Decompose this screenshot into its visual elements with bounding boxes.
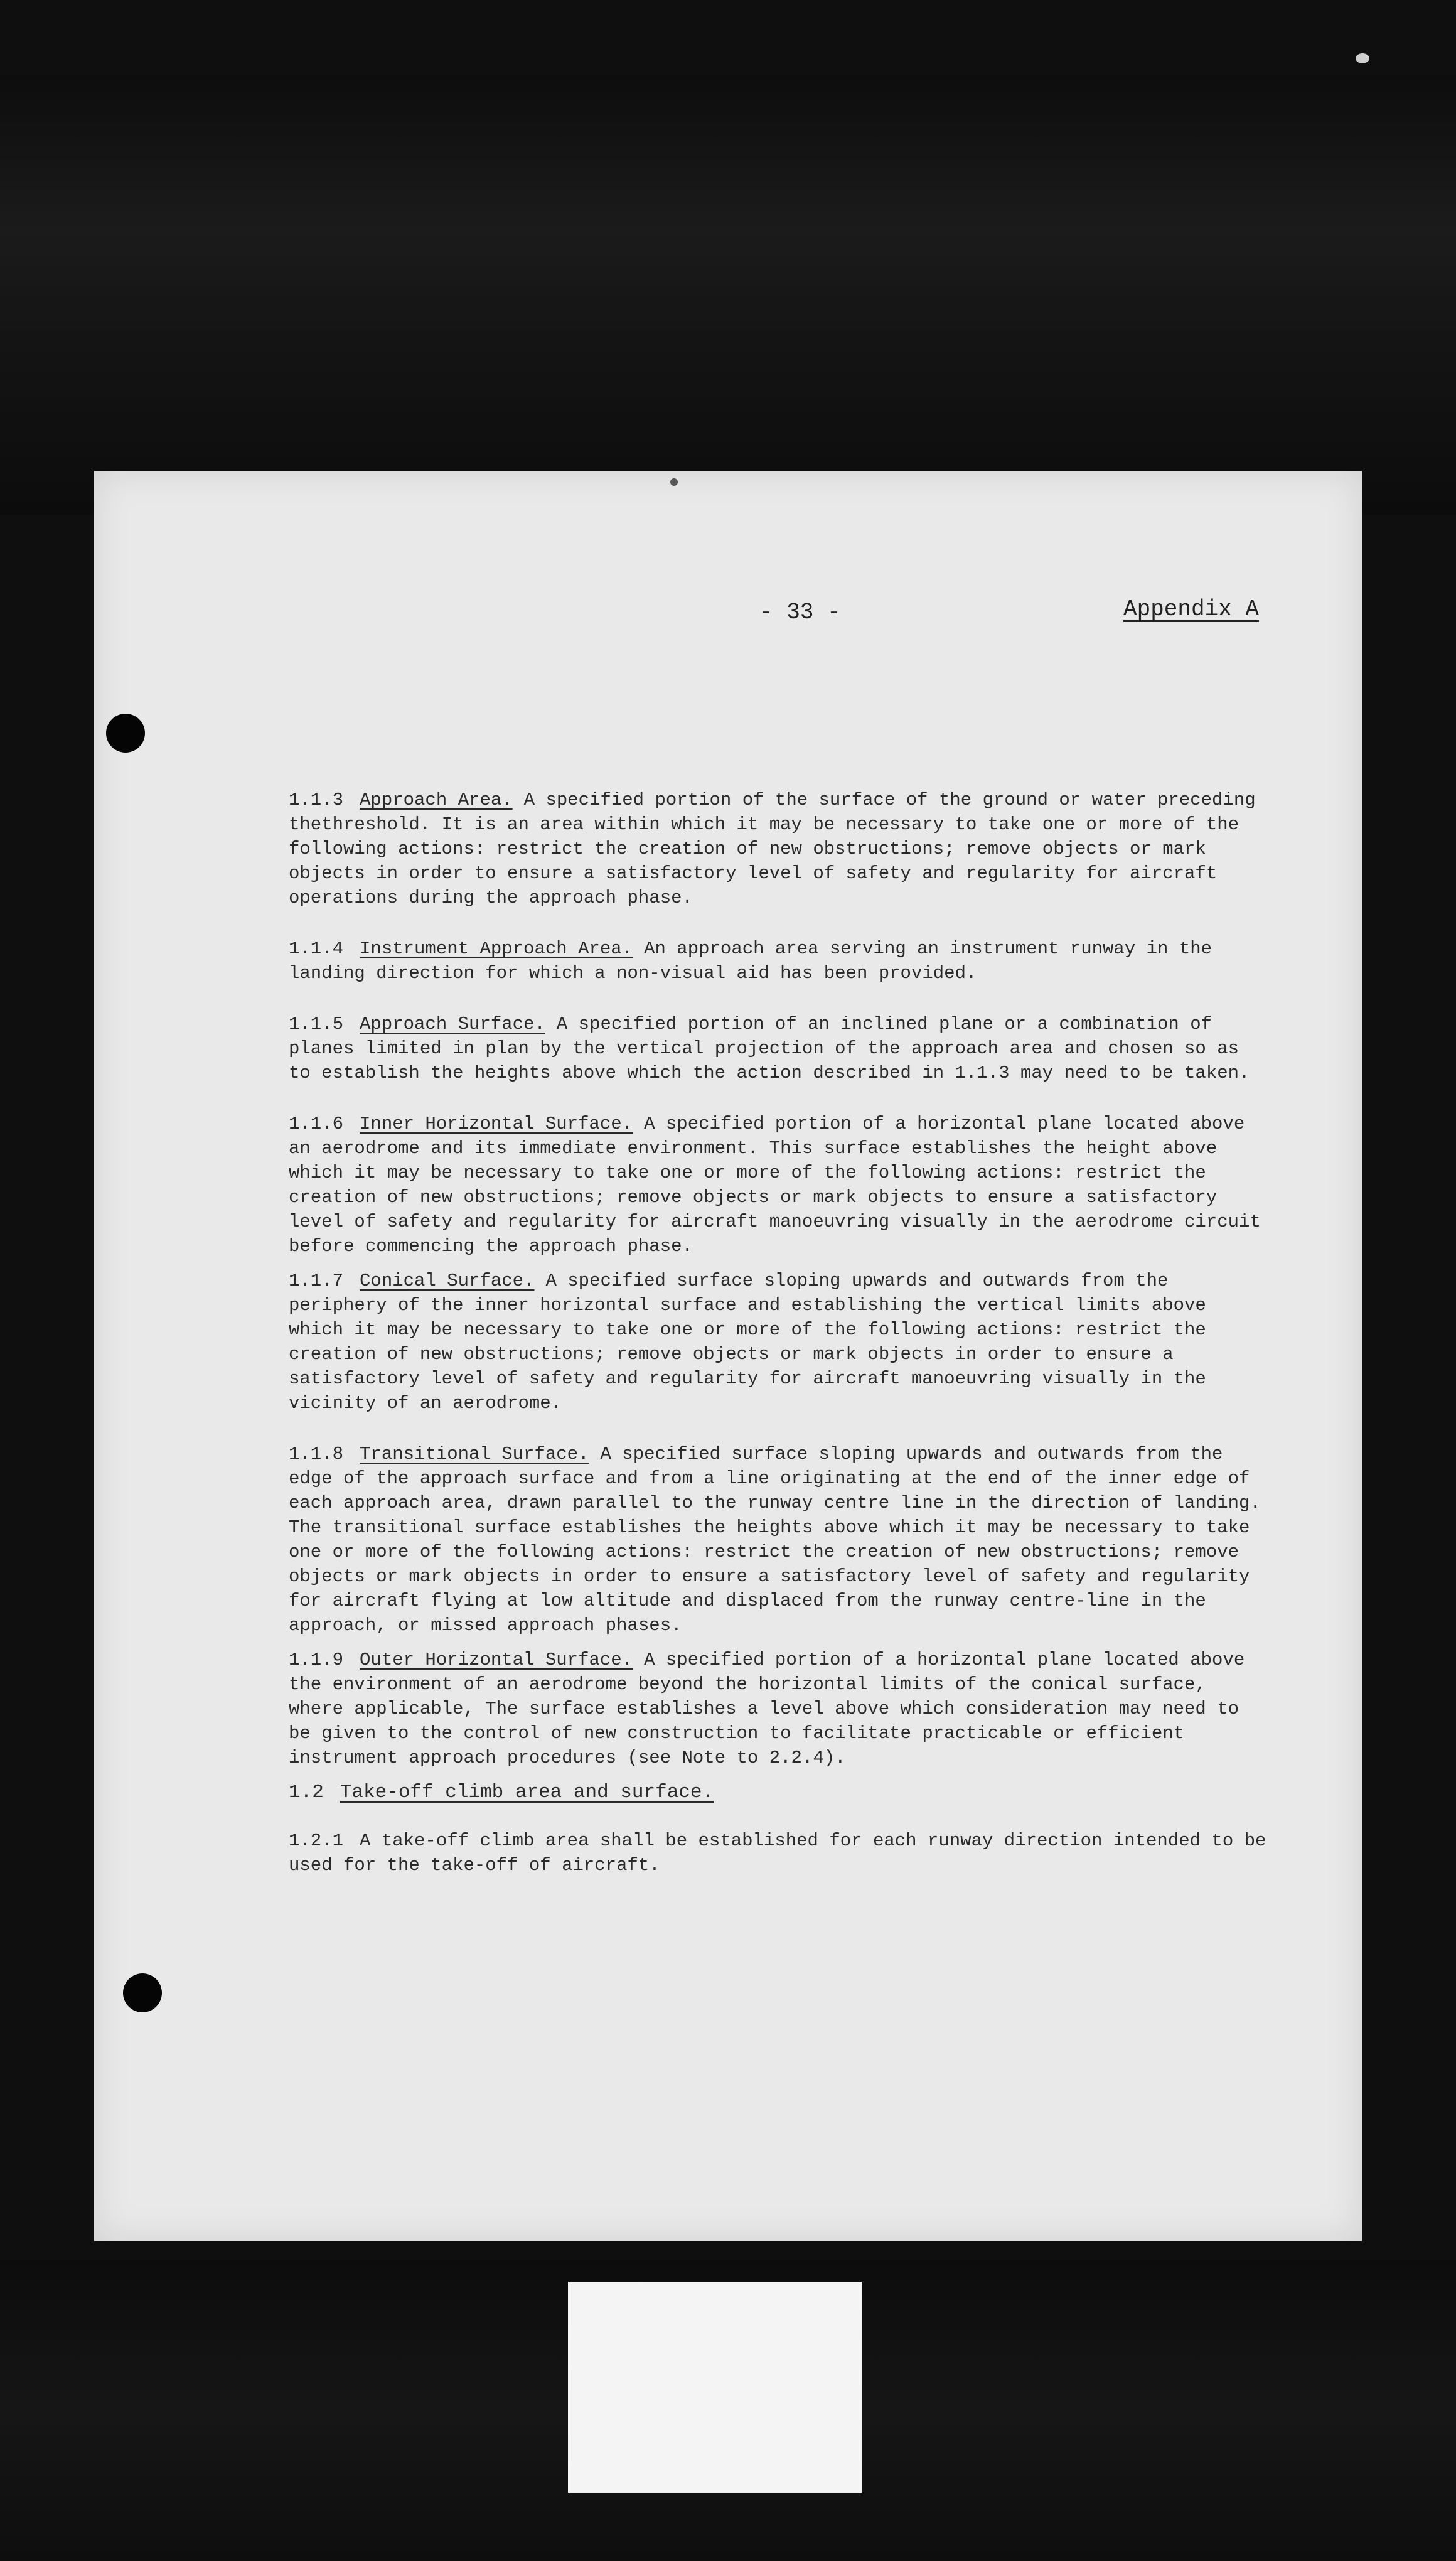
section-term: Approach Area.	[360, 790, 513, 810]
section-text: A specified portion of an inclined plane or a combination of planes limited in plan by the vertical projection of the approach area and chosen so as to establish the heights above which the action described in 1.1.3 may need to be taken.	[289, 1014, 1250, 1083]
heading-title: Take-off climb area and surface.	[340, 1781, 714, 1803]
film-speck	[1356, 53, 1369, 63]
section-number: 1.1.8	[289, 1444, 344, 1464]
definition-1-1-3	[289, 788, 1268, 910]
section-text: A specified portion of the surface of the ground or water preceding thethreshold. It is an area within which it may be necessary to take one or more of the following actions: restrict the creation of new obstructions; remove objects or mark objects in order to ensure a satisfactory level of safety and regularity for aircraft operations during the approach phase.	[289, 790, 1256, 908]
section-term: Conical Surface.	[360, 1270, 535, 1291]
section-number: 1.2.1	[289, 1830, 344, 1851]
punch-hole-bottom	[123, 1973, 162, 2012]
section-term: Outer Horizontal Surface.	[360, 1650, 633, 1670]
section-text: An approach area serving an instrument runway in the landing direction for which a non-visual aid has been provided.	[289, 938, 1212, 984]
section-term: Approach Surface.	[360, 1014, 545, 1034]
definition-1-1-4	[289, 937, 1268, 985]
appendix-label: Appendix A	[1123, 596, 1260, 622]
document-body	[289, 788, 1268, 1904]
definition-1-1-8	[289, 1442, 1268, 1638]
section-text: A specified surface sloping upwards and outwards from the periphery of the inner horizontal surface and establishing the vertical limits above which it may be necessary to take one or more of the following actions: restrict the creation of new obstructions; remove objects or mark objects in order to ensure a satisfactory level of safety and regularity for aircraft manoeuvring visually in the vicinity of an aerodrome.	[289, 1270, 1206, 1414]
section-term: Instrument Approach Area.	[360, 938, 633, 959]
definition-1-1-6	[289, 1112, 1268, 1259]
section-term: Inner Horizontal Surface.	[360, 1114, 633, 1134]
document-page	[94, 471, 1362, 2241]
section-text: A take-off climb area shall be established for each runway direction intended to be used for the take-off of aircraft.	[289, 1830, 1266, 1876]
definition-1-1-7	[289, 1269, 1268, 1415]
section-text: A specified surface sloping upwards and outwards from the edge of the approach surface and from a line originating at the end of the inner edge of each approach area, drawn parallel to the runway centre line in the direction of landing. The transitional surface establishes the heights above which it may be necessary to take one or more of the following actions: restrict the creation of new obstructions; remove objects or mark objects in order to ensure a satisfactory level of safety and regularity for aircraft flying at low altitude and displaced from the runway centre-line in the approach, or missed approach phases.	[289, 1444, 1261, 1636]
film-label-box	[568, 2282, 862, 2493]
section-number: 1.1.4	[289, 938, 344, 959]
definition-1-1-9	[289, 1648, 1268, 1770]
film-background-top	[0, 75, 1456, 515]
paragraph-1-2-1	[289, 1828, 1268, 1877]
page-speck	[670, 478, 678, 486]
section-number: 1.1.5	[289, 1014, 344, 1034]
section-number: 1.1.3	[289, 790, 344, 810]
heading-number: 1.2	[289, 1781, 324, 1803]
section-term: Transitional Surface.	[360, 1444, 589, 1464]
page-number: - 33 -	[759, 599, 841, 625]
punch-hole-top	[106, 714, 145, 753]
definition-1-1-5	[289, 1012, 1268, 1085]
section-text: A specified portion of a horizontal plane located above the environment of an aerodrome beyond the horizontal limits of the conical surface, where applicable, The surface establishes a level above which consideration may need to be given to the control of new construction to facilitate practicable or efficient instrument approach procedures (see Note to 2.2.4).	[289, 1650, 1245, 1768]
section-number: 1.1.7	[289, 1270, 344, 1291]
section-heading-1-2	[289, 1780, 1268, 1805]
section-number: 1.1.6	[289, 1114, 344, 1134]
section-number: 1.1.9	[289, 1650, 344, 1670]
section-text: A specified portion of a horizontal plane located above an aerodrome and its immediate environment. This surface establishes the height above which it may be necessary to take one or more of the following actions: restrict the creation of new obstructions; remove objects or mark objects to ensure a satisfactory level of safety and regularity for aircraft manoeuvring visually in the aerodrome circuit before commencing the approach phase.	[289, 1114, 1261, 1257]
